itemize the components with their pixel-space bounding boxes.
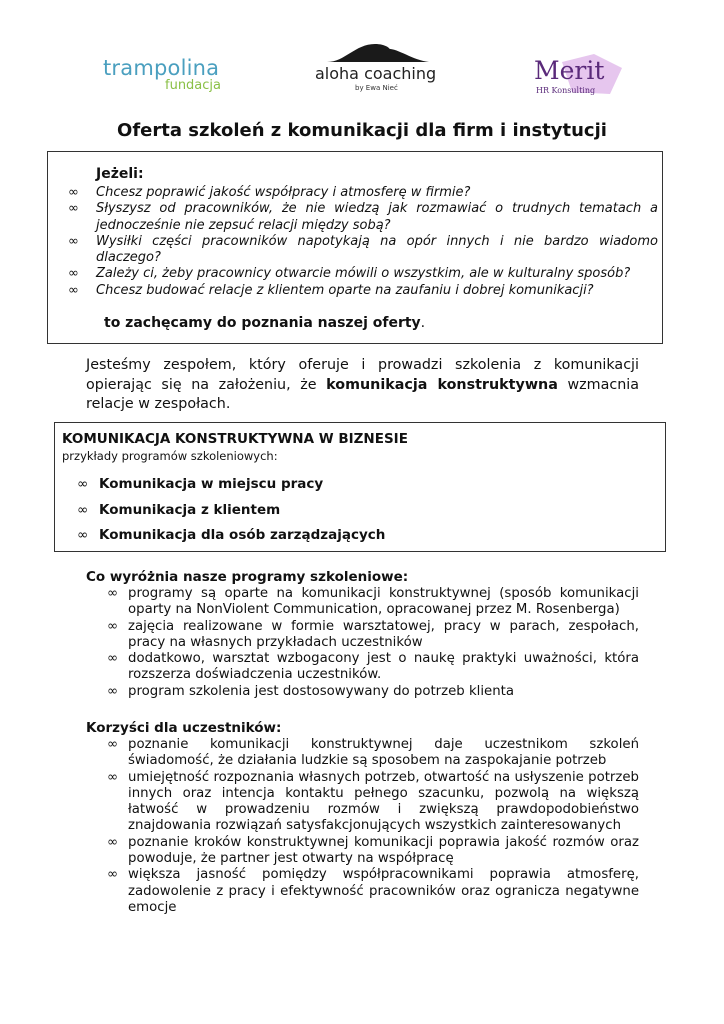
infinity-bullet-icon: ∞ xyxy=(77,501,89,518)
aloha-logo-sub: by Ewa Nieć xyxy=(355,84,398,92)
conditions-list xyxy=(68,185,658,299)
benefits-list xyxy=(107,737,639,916)
list-item: ∞ program szkolenia jest dostosowywany do potrzeb klienta xyxy=(107,683,515,699)
list-item: ∞ Chcesz budować relacje z klientem oparte na zaufaniu i dobrej komunikacji? xyxy=(68,282,594,298)
infinity-bullet-icon: ∞ xyxy=(107,586,119,601)
infinity-bullet-icon: ∞ xyxy=(68,185,79,200)
programs-list xyxy=(77,476,385,553)
infinity-bullet-icon: ∞ xyxy=(107,618,119,634)
conditions-heading: Jeżeli: xyxy=(96,166,144,182)
infinity-bullet-icon: ∞ xyxy=(68,282,79,298)
infinity-bullet-icon: ∞ xyxy=(107,834,119,850)
infinity-bullet-icon: ∞ xyxy=(77,476,89,492)
conditions-box xyxy=(47,151,663,344)
list-item: ∞ Chcesz poprawić jakość współpracy i atmosferę w firmie? xyxy=(68,185,471,200)
infinity-bullet-icon: ∞ xyxy=(107,683,119,699)
distinctive-list xyxy=(107,586,639,700)
distinctive-heading: Co wyróżnia nasze programy szkoleniowe: xyxy=(86,569,409,585)
invitation-text: to zachęcamy do poznania naszej oferty. xyxy=(104,315,426,331)
list-item: ∞ Komunikacja dla osób zarządzających xyxy=(77,527,386,543)
trampolina-logo-name: trampolina xyxy=(103,56,220,80)
list-item: ∞ Komunikacja z klientem xyxy=(77,501,281,518)
wave-icon xyxy=(325,40,431,64)
list-item: ∞ większa jasność pomiędzy współpracownikami poprawia atmosferę, zadowolenie z pracy i efektywność pracowników oraz ogranicza negatywne emocje xyxy=(107,867,639,915)
aloha-coaching-logo xyxy=(313,40,443,100)
aloha-logo-name: aloha coaching xyxy=(315,64,437,83)
merit-logo xyxy=(534,52,634,102)
infinity-bullet-icon: ∞ xyxy=(68,201,79,217)
trampolina-logo xyxy=(103,56,223,96)
infinity-bullet-icon: ∞ xyxy=(68,266,79,282)
list-item: ∞ Słyszysz od pracowników, że nie wiedzą jak rozmawiać o trudnych tematach a jednocześnie nie zepsuć relacji między sobą? xyxy=(68,201,658,233)
list-item: ∞ programy są oparte na komunikacji konstruktywnej (sposób komunikacji oparty na NonViolent Communication, opracowanej przez M. Rosenberga) xyxy=(107,586,639,618)
infinity-bullet-icon: ∞ xyxy=(77,527,89,543)
benefits-heading: Korzyści dla uczestników: xyxy=(86,720,282,736)
list-item: ∞ Wysiłki części pracowników napotykają na opór innych i nie bardzo wiadomo dlaczego? xyxy=(68,233,658,266)
list-item: ∞ poznanie komunikacji konstruktywnej daje uczestnikom szkoleń świadomość, że działania ludzkie są sposobem na zaspokajanie potrzeb xyxy=(107,737,639,769)
infinity-bullet-icon: ∞ xyxy=(107,867,119,883)
merit-logo-name: Merit xyxy=(534,56,605,85)
trampolina-logo-sub: fundacja xyxy=(165,78,221,93)
infinity-bullet-icon: ∞ xyxy=(107,769,119,785)
list-item: ∞ poznanie kroków konstruktywnej komunikacji poprawia jakość rozmów oraz powoduje, że partner jest otwarty na współpracę xyxy=(107,834,639,867)
page-title: Oferta szkoleń z komunikacji dla firm i instytucji xyxy=(117,120,607,141)
distinctive-section xyxy=(86,569,639,700)
programs-subtitle: przykłady programów szkoleniowych: xyxy=(62,449,278,463)
infinity-bullet-icon: ∞ xyxy=(107,651,119,667)
infinity-bullet-icon: ∞ xyxy=(68,233,79,249)
list-item: ∞ dodatkowo, warsztat wzbogacony jest o naukę praktyki uważności, która rozszerza doświadczenia uczestników. xyxy=(107,651,639,683)
merit-logo-sub: HR Konsulting xyxy=(536,86,596,95)
programs-title: KOMUNIKACJA KONSTRUKTYWNA W BIZNESIE xyxy=(62,431,408,447)
benefits-section xyxy=(86,720,639,916)
list-item: ∞ zajęcia realizowane w formie warsztatowej, pracy w parach, zespołach, pracy na własnych przykładach uczestników xyxy=(107,618,639,650)
programs-box xyxy=(54,422,666,552)
intro-paragraph: Jesteśmy zespołem, który oferuje i prowadzi szkolenia z komunikacji opierając się na założeniu, że komunikacja konstruktywna wzmacnia relacje w zespołach. xyxy=(86,357,639,413)
list-item: ∞ umiejętność rozpoznania własnych potrzeb, otwartość na usłyszenie potrzeb innych oraz intencja kontaktu pełnego szacunku, pozwolą na większą łatwość w prowadzeniu rozmów i zwiększą prawdopodobieństwo znajdowania rozwiązań satysfakcjonujących wszystkich zainteresowanych xyxy=(107,769,639,834)
infinity-bullet-icon: ∞ xyxy=(107,737,119,752)
list-item: ∞ Komunikacja w miejscu pracy xyxy=(77,476,324,492)
list-item: ∞ Zależy ci, żeby pracownicy otwarcie mówili o wszystkim, ale w kulturalny sposób? xyxy=(68,266,631,282)
